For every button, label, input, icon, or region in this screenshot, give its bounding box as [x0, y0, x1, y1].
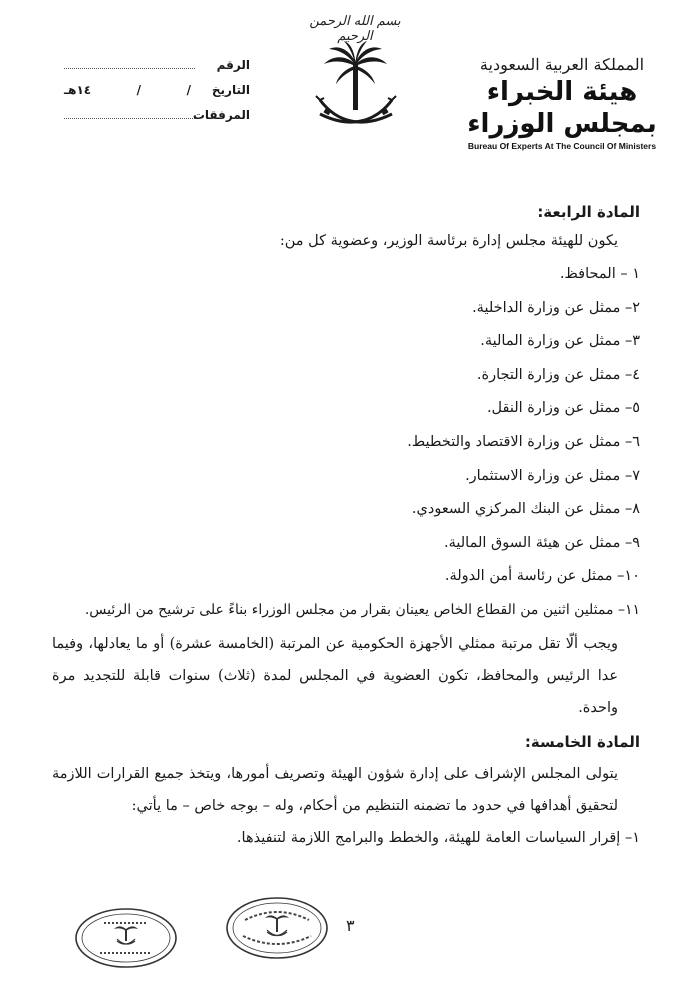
list-item: ١١– ممثلين اثنين من القطاع الخاص يعينان بقرار من مجلس الوزراء بناءً على ترشيح من الرئيس. — [84, 601, 640, 618]
date-year: ١٤هـ — [64, 83, 92, 97]
list-item: ٩– ممثل عن هيئة السوق المالية. — [443, 534, 640, 551]
attachments-label: المرفقات — [192, 108, 250, 122]
number-field — [60, 58, 250, 83]
page-number: ٣ — [346, 916, 355, 935]
official-seal-stamp — [225, 896, 329, 960]
attachments-field — [60, 108, 250, 133]
reference-fields — [60, 58, 250, 133]
attachments-line — [64, 108, 195, 119]
list-item: ١– إقرار السياسات العامة للهيئة، والخطط والبرامج اللازمة لتنفيذها. — [236, 829, 640, 846]
article-4-heading: المادة الرابعة: — [537, 203, 640, 221]
palm-swords-emblem-icon — [314, 40, 398, 136]
list-item: ٧– ممثل عن وزارة الاستثمار. — [465, 467, 640, 484]
list-item: ٢– ممثل عن وزارة الداخلية. — [472, 299, 640, 316]
date-slash: / — [136, 83, 142, 97]
list-item: ١ – المحافظ. — [559, 266, 640, 282]
date-label: التاريخ — [211, 83, 250, 97]
list-item: ٨– ممثل عن البنك المركزي السعودي. — [411, 501, 640, 518]
document-body — [52, 200, 640, 855]
list-item: ١٠– ممثل عن رئاسة أمن الدولة. — [444, 568, 640, 585]
basmala: بسم الله الرحمن الرحيم — [309, 14, 401, 44]
organization-header — [462, 54, 662, 151]
date-field — [60, 83, 250, 108]
kingdom-name: المملكة العربية السعودية — [479, 55, 645, 74]
article-4-closing: ويجب ألّا تقل مرتبة ممثلي الأجهزة الحكومية عن المرتبة (الخامسة عشرة) أو ما يعادلها، وفيما عدا الرئيس والمحافظ، تكون العضوية في المجلس لمدة (ثلاث) سنوات قابلة للتجديد مرة واحدة. — [52, 635, 618, 716]
date-value — [60, 83, 195, 97]
date-slash: / — [186, 83, 191, 97]
list-item: ٦– ممثل عن وزارة الاقتصاد والتخطيط. — [407, 433, 640, 450]
bureau-name-english: Bureau Of Experts At The Council Of Ministers — [467, 141, 657, 151]
bureau-name-arabic: هيئة الخبراء بمجلس الوزراء — [467, 77, 657, 139]
article-5-heading: المادة الخامسة: — [524, 732, 640, 751]
secretariat-seal-stamp — [74, 907, 178, 969]
number-label: الرقم — [216, 58, 250, 72]
list-item: ٣– ممثل عن وزارة المالية. — [480, 333, 640, 350]
article-5-intro: يتولى المجلس الإشراف على إدارة شؤون الهيئة وتصريف أمورها، ويتخذ جميع القرارات اللازمة لتحقيق أهدافها في حدود ما تضمنه التنظيم من أحكام، وله – بوجه خاص – ما يأتي: — [52, 765, 618, 814]
list-item: ٤– ممثل عن وزارة التجارة. — [476, 366, 640, 383]
number-line — [64, 58, 195, 69]
list-item: ٥– ممثل عن وزارة النقل. — [486, 400, 640, 417]
article-4-intro: يكون للهيئة مجلس إدارة برئاسة الوزير، وعضوية كل من: — [279, 233, 618, 249]
